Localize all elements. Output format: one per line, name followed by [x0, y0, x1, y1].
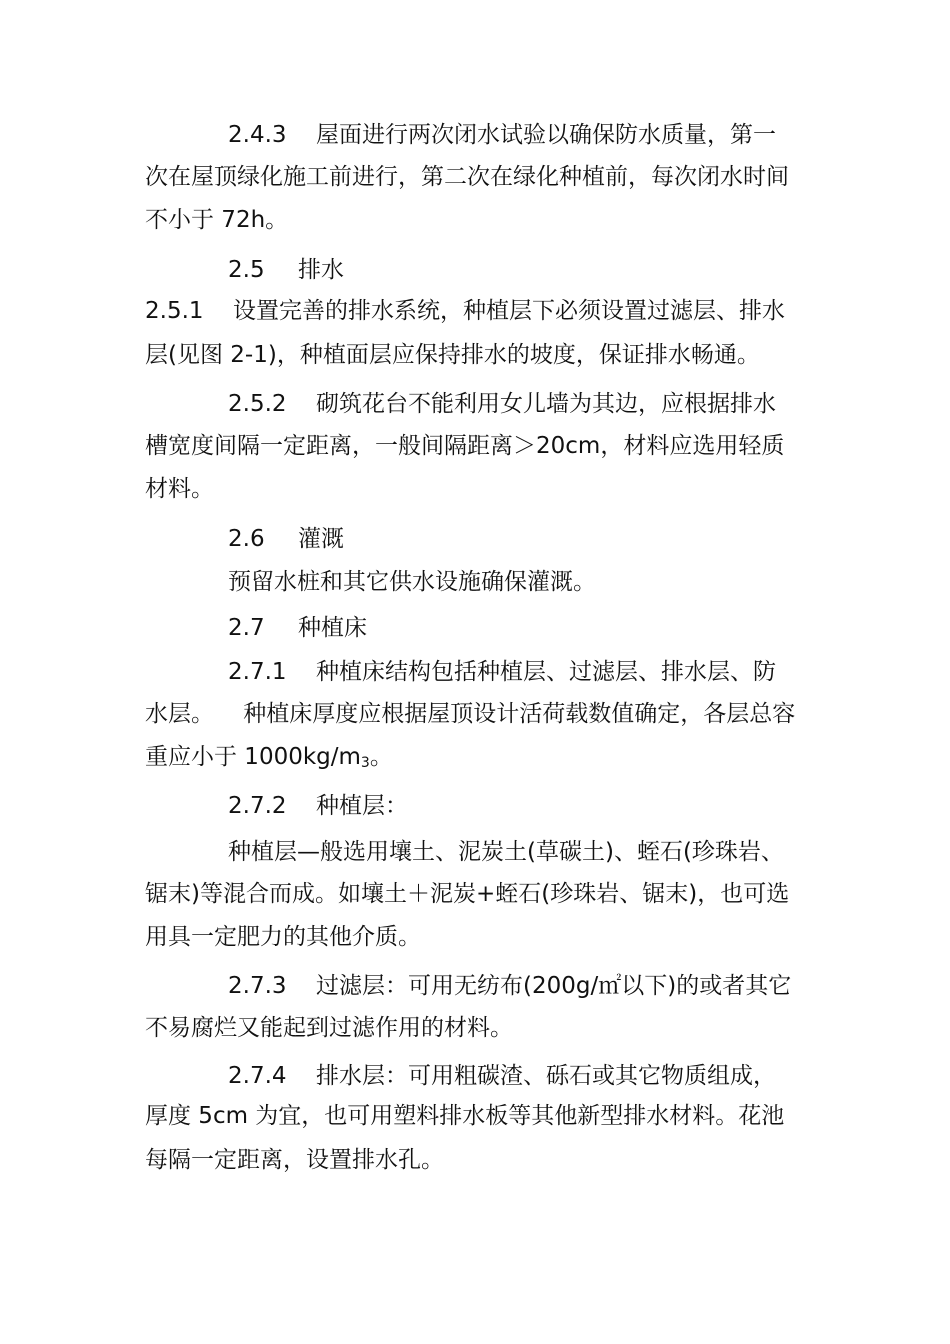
paragraph-2-7-2-line-3: 用具一定肥力的其他介质。 — [145, 924, 421, 950]
section-number: 2.6 — [228, 526, 265, 552]
paragraph-2-7-3-line-2: 不易腐烂又能起到过滤作用的材料。 — [145, 1015, 513, 1041]
section-number: 2.7.3 — [228, 973, 287, 999]
paragraph-2-5-1-line-1 — [145, 296, 815, 326]
paragraph-2-4-3-line-3: 不小于 72h。 — [145, 207, 289, 233]
paragraph-text: 砌筑花台不能利用女儿墙为其边，应根据排水 — [316, 391, 776, 417]
section-number: 2.7.1 — [228, 659, 287, 685]
paragraph-2-4-3-line-2: 次在屋顶绿化施工前进行，第二次在绿化种植前，每次闭水时间 — [145, 164, 789, 190]
section-number: 2.7.4 — [228, 1063, 287, 1089]
paragraph-2-5-2-line-3: 材料。 — [145, 476, 214, 502]
paragraph-2-7-1-line-2: 水层。 种植床厚度应根据屋顶设计活荷载数值确定，各层总容 — [145, 701, 796, 727]
section-title: 种植层： — [316, 793, 408, 819]
subscript: 3 — [360, 755, 370, 771]
paragraph-2-7-2-line-2: 锯末)等混合而成。如壤土＋泥炭+蛭石(珍珠岩、锯末)，也可选 — [145, 881, 790, 907]
paragraph-text: 排水层：可用粗碳渣、砾石或其它物质组成， — [316, 1063, 776, 1089]
heading-2-5 — [228, 255, 898, 285]
heading-2-6 — [228, 524, 898, 554]
paragraph-2-5-2-line-2: 槽宽度间隔一定距离，一般间隔距离＞20cm，材料应选用轻质 — [145, 433, 785, 459]
heading-2-7 — [228, 613, 898, 643]
heading-2-7-2 — [228, 791, 898, 821]
section-number: 2.5 — [228, 257, 265, 283]
section-title: 种植床 — [298, 615, 367, 641]
paragraph-2-5-1-line-2: 层(见图 2-1)，种植面层应保持排水的坡度，保证排水畅通。 — [145, 342, 760, 368]
paragraph-2-7-4-line-2: 厚度 5cm 为宜，也可用塑料排水板等其他新型排水材料。花池 — [145, 1103, 785, 1129]
section-number: 2.7 — [228, 615, 265, 641]
section-number: 2.5.2 — [228, 391, 287, 417]
paragraph-2-7-4-line-3: 每隔一定距离，设置排水孔。 — [145, 1147, 444, 1173]
paragraph-2-7-1-line-1 — [228, 657, 898, 687]
paragraph-text-end: 。 — [369, 744, 393, 770]
section-number: 2.5.1 — [145, 298, 204, 324]
paragraph-text: 种植床结构包括种植层、过滤层、排水层、防 — [316, 659, 776, 685]
paragraph-2-7-3-line-1 — [228, 971, 898, 1001]
section-title: 灌溉 — [298, 526, 344, 552]
paragraph-text: 过滤层：可用无纺布(200g/㎡以下)的或者其它 — [316, 973, 792, 999]
paragraph-2-7-4-line-1 — [228, 1061, 898, 1091]
paragraph-text: 设置完善的排水系统，种植层下必须设置过滤层、排水 — [233, 298, 785, 324]
section-title: 排水 — [298, 257, 344, 283]
section-number: 2.4.3 — [228, 122, 287, 148]
paragraph-text: 屋面进行两次闭水试验以确保防水质量，第一 — [316, 122, 776, 148]
section-number: 2.7.2 — [228, 793, 287, 819]
paragraph-text: 重应小于 1000kg/m — [145, 744, 361, 770]
paragraph-2-7-2-line-1: 种植层—般选用壤土、泥炭土(草碳土)、蛭石(珍珠岩、 — [228, 839, 784, 865]
paragraph-2-4-3-line-1 — [228, 120, 898, 150]
paragraph-2-7-1-line-3 — [145, 742, 815, 778]
paragraph-2-6-body: 预留水桩和其它供水设施确保灌溉。 — [228, 569, 596, 595]
paragraph-2-5-2-line-1 — [228, 389, 898, 419]
